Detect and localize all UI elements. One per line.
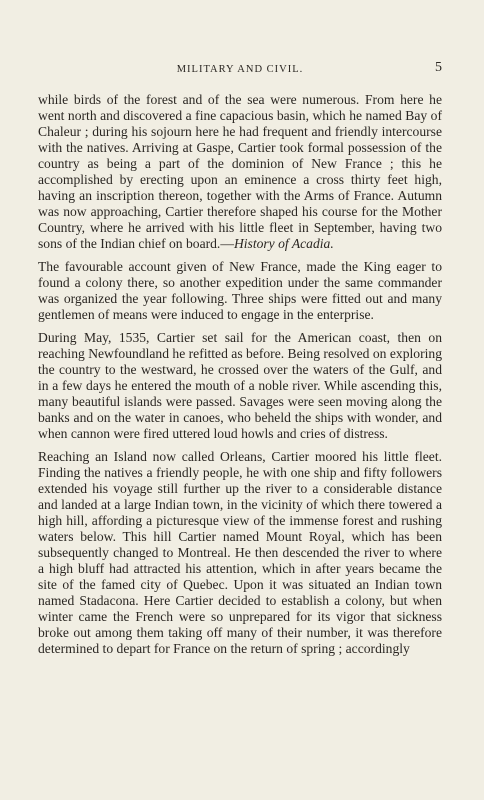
- paragraph-1-text: while birds of the forest and of the sea were numerous. From here he went north and discovered a fine capacious basin, which he named Bay of Chaleur ; during his sojourn here he had frequent and friendly intercourse with the natives. Arriving at Gaspe, Cartier took formal possession of the country as being a part of the dominion of New France ; this he accomplished by erecting upon an eminence a cross thirty feet high, having an inscription thereon, together with the Arms of France. Autumn was now approaching, Cartier therefore shaped his course for the Mother Country, where he arrived with his little fleet in September, having two sons of the Indian chief on board.—: [38, 92, 442, 251]
- paragraph-4: Reaching an Island now called Orleans, Cartier moored his little fleet. Finding the natives a friendly people, he with one ship and fifty followers extended his voyage still further up the river to a considerable distance and landed at a large Indian town, in the vicinity of which there towered a high hill, affording a picturesque view of the immense forest and rushing waters below. This hill Cartier named Mount Royal, which has been subsequently changed to Montreal. He then descended the river to where a high bluff had attracted his attention, which in after years became the site of the famed city of Quebec. Upon it was situated an Indian town named Stadacona. Here Cartier decided to establish a colony, but when winter came the French were so unprepared for its vigor that sickness broke out among them taking off many of their number, it was therefore determined to depart for France on the return of spring ; accordingly: [38, 449, 442, 656]
- page-header: [38, 60, 442, 80]
- page-number: 5: [435, 60, 442, 75]
- running-head: MILITARY AND CIVIL.: [176, 64, 304, 75]
- body-text: [38, 92, 442, 664]
- paragraph-3: During May, 1535, Cartier set sail for the American coast, then on reaching Newfoundland he refitted as before. Being resolved on exploring the country to the westward, he crossed over the waters of the Gulf, and in a few days he entered the mouth of a noble river. While ascending this, many beautiful islands were passed. Savages were seen moving along the banks and on the water in canoes, who beheld the ships with wonder, and when cannon were fired uttered loud howls and cries of distress.: [38, 330, 442, 441]
- paragraph-1: [38, 92, 442, 252]
- paragraph-2: The favourable account given of New France, made the King eager to found a colony there, so another expedition under the same commander was organized the year following. Three ships were fitted out and many gentlemen of means were induced to engage in the enterprise.: [38, 259, 442, 322]
- citation-history-of-acadia: History of Acadia.: [233, 236, 334, 251]
